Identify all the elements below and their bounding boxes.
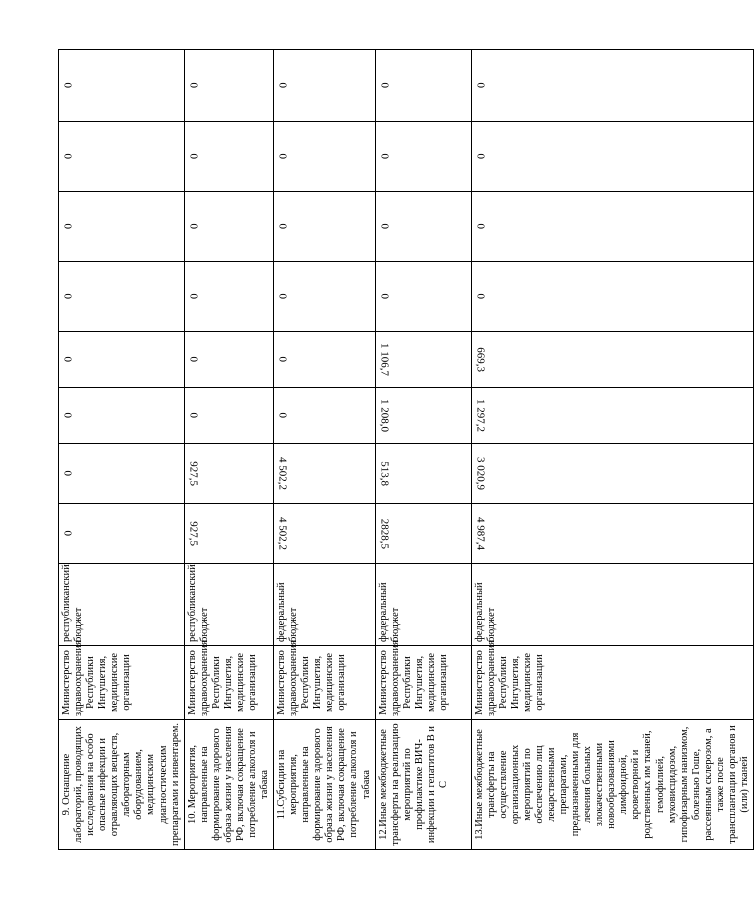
amount-value: 0 xyxy=(61,82,74,89)
amount-value: 0 xyxy=(187,153,200,160)
amount-value: 0 xyxy=(378,153,391,160)
amount-cell xyxy=(274,388,376,444)
amount-value: 927,5 xyxy=(187,461,200,486)
amount-cell xyxy=(184,444,273,504)
amount-value: 0 xyxy=(378,82,391,89)
amount-cell xyxy=(375,262,471,332)
amount-value: 4 502,2 xyxy=(276,457,289,490)
rotated-table-container xyxy=(58,50,750,850)
amount-value: 1 297,2 xyxy=(474,399,487,432)
amount-value: 0 xyxy=(474,223,487,230)
measure-name-cell: 11.Субсидии на мероприятия, направленные на формирование здорового образа жизни у населения РФ, включая сокращение потребление алкоголя и табака xyxy=(274,720,376,850)
amount-cell xyxy=(375,444,471,504)
amount-value: 0 xyxy=(61,470,74,477)
amount-cell xyxy=(471,192,753,262)
amount-cell xyxy=(471,50,753,122)
amount-cell xyxy=(184,192,273,262)
budget-table xyxy=(58,49,754,850)
amount-value: 0 xyxy=(61,293,74,300)
amount-value: 1 106,7 xyxy=(378,343,391,376)
amount-cell xyxy=(375,192,471,262)
amount-value: 0 xyxy=(61,412,74,419)
measure-name-cell: 12.Иные межбюджетные трансферты на реализацию мероприятий по профилактике ВИЧ-инфекции и гепатитов В и С xyxy=(375,720,471,850)
amount-cell xyxy=(274,50,376,122)
amount-cell xyxy=(184,262,273,332)
amount-value: 2828,5 xyxy=(378,518,391,549)
amount-value: 0 xyxy=(276,412,289,419)
amount-cell xyxy=(59,50,185,122)
amount-cell xyxy=(59,192,185,262)
amount-value: 0 xyxy=(378,293,391,300)
amount-value: 0 xyxy=(61,223,74,230)
amount-cell xyxy=(471,122,753,192)
executor-cell: Министерство здравоохранения Республики Ингушетия, медицинские организации xyxy=(59,646,185,720)
amount-cell xyxy=(184,388,273,444)
amount-cell xyxy=(375,332,471,388)
amount-cell xyxy=(59,504,185,564)
amount-value: 0 xyxy=(61,530,74,537)
table-row xyxy=(274,50,376,850)
measure-name-cell: 9. Оснащение лабораторий, проводящих исследования на особо опасные инфекции и отравляющих веществ, лабораторным оборудованием, медицинским диагностическим препаратами и инвентарем. xyxy=(59,720,185,850)
amount-cell xyxy=(184,122,273,192)
amount-cell xyxy=(274,262,376,332)
amount-value: 1 208,0 xyxy=(378,399,391,432)
amount-value: 0 xyxy=(474,153,487,160)
funding-source-cell: республиканский бюджет xyxy=(184,564,273,646)
amount-cell xyxy=(184,504,273,564)
table-row xyxy=(375,50,471,850)
amount-cell xyxy=(375,50,471,122)
amount-cell xyxy=(274,332,376,388)
amount-cell xyxy=(375,388,471,444)
amount-cell xyxy=(471,262,753,332)
amount-value: 927,5 xyxy=(187,521,200,546)
executor-cell: Министерство здравоохранения Республики Ингушетия, медицинские организации xyxy=(274,646,376,720)
funding-source-cell: республиканский бюджет xyxy=(59,564,185,646)
funding-source-cell: федеральный бюджет xyxy=(274,564,376,646)
table-row xyxy=(184,50,273,850)
measure-name-cell: 10. Мероприятия, направленные на формирование здорового образа жизни у населения РФ, включая сокращение потребление алкоголя и табака xyxy=(184,720,273,850)
amount-cell xyxy=(59,262,185,332)
amount-value: 0 xyxy=(61,356,74,363)
measure-name-cell: 13.Иные межбюджетные трансферты на осуществление организационных мероприятий по обеспечению лиц лекарственными препаратами, предназначенными для лечения больных злокачественными новообразованиями лимфоидной, кроветворной и родственных им тканей, гемофилией, муковисцидозом, гипофизарным нанизмом, болезнью Гоше, рассеянным склерозом, а также после трансплантации органов и (или) тканей xyxy=(471,720,753,850)
amount-value: 4 987,4 xyxy=(474,517,487,550)
amount-cell xyxy=(59,444,185,504)
table-row xyxy=(59,50,185,850)
funding-source-cell: федеральный бюджет xyxy=(471,564,753,646)
amount-value: 3 020,9 xyxy=(474,457,487,490)
amount-value: 0 xyxy=(276,223,289,230)
amount-value: 0 xyxy=(187,223,200,230)
amount-cell xyxy=(274,192,376,262)
amount-cell xyxy=(59,388,185,444)
amount-value: 0 xyxy=(474,82,487,89)
amount-cell xyxy=(274,504,376,564)
amount-value: 0 xyxy=(276,293,289,300)
amount-value: 0 xyxy=(276,153,289,160)
amount-cell xyxy=(471,388,753,444)
executor-cell: Министерство здравоохранения Республики Ингушетия, медицинские организации xyxy=(471,646,753,720)
amount-cell xyxy=(184,332,273,388)
table-row xyxy=(471,50,753,850)
amount-value: 0 xyxy=(187,412,200,419)
amount-value: 0 xyxy=(474,293,487,300)
executor-cell: Министерство здравоохранения Республики Ингушетия, медицинские организации xyxy=(375,646,471,720)
amount-value: 0 xyxy=(187,356,200,363)
amount-value: 0 xyxy=(61,153,74,160)
amount-value: 4 502,2 xyxy=(276,517,289,550)
amount-cell xyxy=(471,504,753,564)
executor-cell: Министерство здравоохранения Республики Ингушетия, медицинские организации xyxy=(184,646,273,720)
amount-value: 513,8 xyxy=(378,461,391,486)
amount-cell xyxy=(375,504,471,564)
funding-source-cell: федеральный бюджет xyxy=(375,564,471,646)
amount-cell xyxy=(59,122,185,192)
amount-value: 669,3 xyxy=(474,347,487,372)
amount-value: 0 xyxy=(276,356,289,363)
amount-cell xyxy=(184,50,273,122)
amount-value: 0 xyxy=(187,293,200,300)
amount-value: 0 xyxy=(276,82,289,89)
amount-value: 0 xyxy=(187,82,200,89)
amount-cell xyxy=(274,444,376,504)
amount-cell xyxy=(471,444,753,504)
amount-cell xyxy=(375,122,471,192)
amount-cell xyxy=(471,332,753,388)
amount-cell xyxy=(274,122,376,192)
amount-value: 0 xyxy=(378,223,391,230)
amount-cell xyxy=(59,332,185,388)
